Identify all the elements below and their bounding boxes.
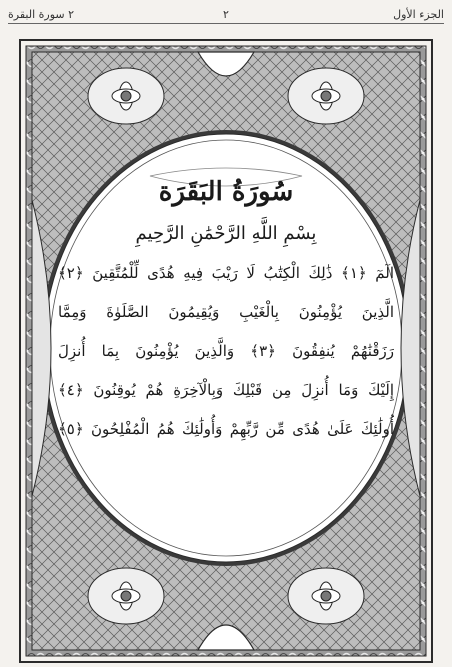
juz-label: الجزء الأول [393,8,444,21]
surah-title: سُورَةُ البَقَرَة [158,177,294,207]
verse-line: رَزَقْنَٰهُمْ يُنفِقُونَ ﴿٣﴾ وَالَّذِينَ يُؤْمِنُونَ بِمَا أُنزِلَ [58,342,394,360]
surah-running-head: ٢ سورة البقرة [8,8,75,21]
verse-line: أُولَٰئِكَ عَلَىٰ هُدًى مِّن رَّبِّهِمْ وَأُولَٰئِكَ هُمُ الْمُفْلِحُونَ ﴿٥﴾ [58,420,394,438]
basmala: بِسْمِ اللَّهِ الرَّحْمَٰنِ الرَّحِيمِ [135,223,317,244]
surah-content [58,170,394,500]
page-number: ٢ [223,8,229,21]
verse-line: إِلَيْكَ وَمَا أُنزِلَ مِن قَبْلِكَ وَبِالْآخِرَةِ هُمْ يُوقِنُونَ ﴿٤﴾ [58,381,394,399]
verse-line: الٓمٓ ﴿١﴾ ذَٰلِكَ الْكِتَٰبُ لَا رَيْبَ فِيهِ هُدًى لِّلْمُتَّقِينَ ﴿٢﴾ [58,264,394,282]
verse-line: الَّذِينَ يُؤْمِنُونَ بِالْغَيْبِ وَيُقِيمُونَ الصَّلَوٰةَ وَمِمَّا [58,303,394,321]
